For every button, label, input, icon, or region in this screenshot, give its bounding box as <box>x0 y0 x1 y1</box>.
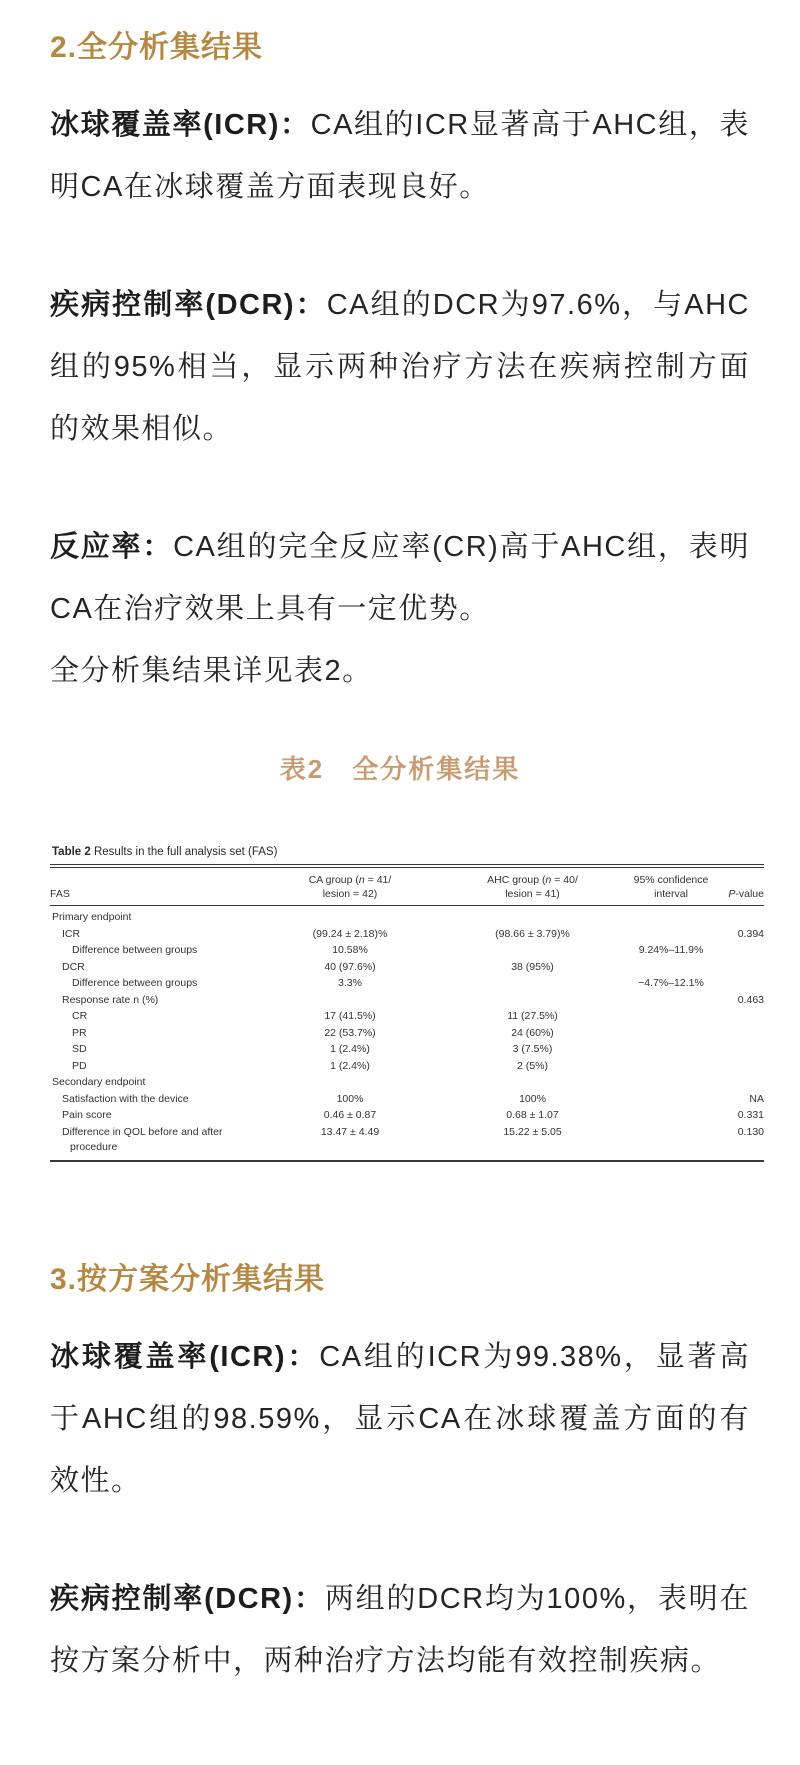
cell-ahc-group <box>450 992 615 1009</box>
cell-p-value <box>727 959 764 976</box>
paragraph-pp-dcr-lead: 疾病控制率(DCR)： <box>50 1582 325 1615</box>
cell-ahc-group <box>450 976 615 993</box>
cell-p-value <box>727 976 764 993</box>
table-row <box>50 1042 764 1059</box>
table-row <box>50 943 764 960</box>
cell-p-value <box>727 943 764 960</box>
cell-confidence-interval <box>615 1108 727 1125</box>
row-label: PD <box>72 1059 87 1072</box>
cell-ca-group: 0.46 ± 0.87 <box>323 1109 377 1121</box>
row-label: SD <box>72 1043 87 1055</box>
column-header-p-value: P-value <box>727 866 764 906</box>
table-row <box>50 926 764 943</box>
cell-ahc-group <box>450 1075 615 1092</box>
cell-ca-group: 17 (41.5%) <box>324 1010 376 1022</box>
cell-ahc-group: 2 (5%) <box>517 1059 548 1072</box>
cell-ahc-group: 100% <box>519 1092 546 1105</box>
cell-p-value <box>727 1025 764 1042</box>
results-table <box>50 864 764 1162</box>
paragraph-icr <box>50 94 750 218</box>
cell-ahc-group: 15.22 ± 5.05 <box>503 1125 562 1138</box>
table-row <box>50 992 764 1009</box>
row-label: Difference between groups <box>72 977 198 989</box>
cell-confidence-interval: −4.7%–12.1% <box>638 977 704 989</box>
cell-ca-group: 100% <box>336 1092 364 1105</box>
cell-confidence-interval: 9.24%–11.9% <box>638 944 704 956</box>
cell-p-value <box>727 1058 764 1075</box>
cell-ca-group: 13.47 ± 4.49 <box>320 1125 380 1138</box>
cell-ca-group: 1 (2.4%) <box>330 1059 370 1072</box>
cell-p-value <box>727 1075 764 1092</box>
paragraph-response-rate <box>50 516 750 640</box>
table-row <box>50 906 764 927</box>
cell-ahc-group: 11 (27.5%) <box>507 1010 558 1022</box>
row-label: Difference in QOL before and after procedure <box>62 1125 223 1153</box>
cell-confidence-interval <box>615 1058 727 1075</box>
table-title-number: Table 2 <box>52 846 91 858</box>
paragraph-icr-lead: 冰球覆盖率(ICR)： <box>50 109 311 141</box>
table-row <box>50 1075 764 1092</box>
cell-ca-group <box>250 992 450 1009</box>
row-label: DCR <box>62 960 85 973</box>
row-label: Response rate n (%) <box>62 993 159 1006</box>
table-row <box>50 959 764 976</box>
paragraph-pp-dcr <box>50 1568 750 1692</box>
table-row <box>50 1124 764 1161</box>
table-row <box>50 1025 764 1042</box>
cell-confidence-interval <box>615 992 727 1009</box>
cell-ca-group: 40 (97.6%) <box>324 960 376 973</box>
cell-ca-group: 3.3% <box>338 977 362 989</box>
cell-ahc-group: 38 (95%) <box>511 960 554 973</box>
paragraph-dcr <box>50 274 750 460</box>
cell-p-value: 0.394 <box>737 927 764 940</box>
table-row <box>50 1058 764 1075</box>
table-body <box>50 906 764 1161</box>
row-label: CR <box>72 1010 88 1022</box>
section-heading-full-analysis: 2.全分析集结果 <box>50 31 264 64</box>
cell-p-value: 0.463 <box>737 993 764 1006</box>
table-reference-line: 全分析集结果详见表2。 <box>50 655 373 687</box>
results-table-header <box>50 866 764 906</box>
section-heading-per-protocol: 3.按方案分析集结果 <box>50 1262 326 1296</box>
paragraph-pp-dcr-text: 两组的DCR均为100%，表明在按方案分析中，两种治疗方法均能有效控制疾病。 <box>50 1582 750 1677</box>
column-header-fas: FAS <box>50 866 250 906</box>
table-title-text: Results in the full analysis set (FAS) <box>90 846 278 858</box>
paragraph-pp-icr-text: CA组的ICR为99.38%，显著高于AHC组的98.59%，显示CA在冰球覆盖方面的有效性。 <box>50 1340 750 1497</box>
paragraph-dcr-lead: 疾病控制率(DCR)： <box>50 289 327 321</box>
paragraph-pp-icr <box>50 1326 750 1512</box>
cell-confidence-interval <box>615 906 727 927</box>
row-label: Secondary endpoint <box>52 1076 146 1088</box>
cell-p-value <box>727 1009 764 1026</box>
table-figure <box>50 846 764 1162</box>
row-label: Primary endpoint <box>52 911 132 923</box>
row-label: Difference between groups <box>72 944 198 956</box>
cell-ahc-group <box>450 906 615 927</box>
column-header-ahc-group: AHC group (n = 40/ lesion = 41) <box>450 866 615 906</box>
cell-confidence-interval <box>615 1042 727 1059</box>
row-label: PR <box>72 1026 87 1039</box>
paragraph-dcr-text: CA组的DCR为97.6%，与AHC组的95%相当，显示两种治疗方法在疾病控制方面的效果相似。 <box>50 289 750 445</box>
cell-p-value: NA <box>749 1092 764 1105</box>
cell-ca-group: 22 (53.7%) <box>324 1026 376 1039</box>
table-title <box>52 846 764 858</box>
cell-ca-group <box>250 906 450 927</box>
column-header-confidence-interval: 95% confidence interval <box>615 866 727 906</box>
paragraph-response-rate-text: CA组的完全反应率(CR)高于AHC组，表明CA在治疗效果上具有一定优势。 <box>50 531 750 625</box>
cell-ahc-group: 0.68 ± 1.07 <box>506 1109 559 1121</box>
table-row <box>50 1091 764 1108</box>
cell-ahc-group: 3 (7.5%) <box>512 1043 553 1055</box>
cell-p-value <box>727 1042 764 1059</box>
cell-confidence-interval <box>615 1025 727 1042</box>
table-row <box>50 976 764 993</box>
table-row <box>50 1009 764 1026</box>
cell-confidence-interval <box>615 959 727 976</box>
cell-ca-group: (99.24 ± 2.18)% <box>312 927 388 940</box>
cell-confidence-interval <box>615 1075 727 1092</box>
cell-confidence-interval <box>615 926 727 943</box>
cell-p-value: 0.130 <box>737 1125 764 1138</box>
cell-ca-group: 1 (2.4%) <box>330 1043 370 1055</box>
table-caption: 表2 全分析集结果 <box>279 754 521 784</box>
cell-ca-group <box>250 1075 450 1092</box>
cell-confidence-interval <box>615 1091 727 1108</box>
row-label: Satisfaction with the device <box>62 1092 189 1105</box>
cell-ahc-group <box>450 943 615 960</box>
cell-confidence-interval <box>615 1009 727 1026</box>
row-label: Pain score <box>62 1109 112 1121</box>
paragraph-response-rate-lead: 反应率： <box>50 531 174 563</box>
column-header-ca-group: CA group (n = 41/ lesion = 42) <box>250 866 450 906</box>
cell-confidence-interval <box>615 1124 727 1161</box>
cell-ahc-group: 24 (60%) <box>511 1026 554 1039</box>
cell-p-value <box>727 906 764 927</box>
cell-ahc-group: (98.66 ± 3.79)% <box>495 927 570 940</box>
cell-p-value: 0.331 <box>737 1109 764 1121</box>
cell-ca-group: 10.58% <box>332 944 368 956</box>
table-row <box>50 1108 764 1125</box>
paragraph-icr-text: CA组的ICR显著高于AHC组，表明CA在冰球覆盖方面表现良好。 <box>50 109 750 203</box>
row-label: ICR <box>62 927 81 940</box>
paragraph-pp-icr-lead: 冰球覆盖率(ICR)： <box>50 1340 320 1373</box>
